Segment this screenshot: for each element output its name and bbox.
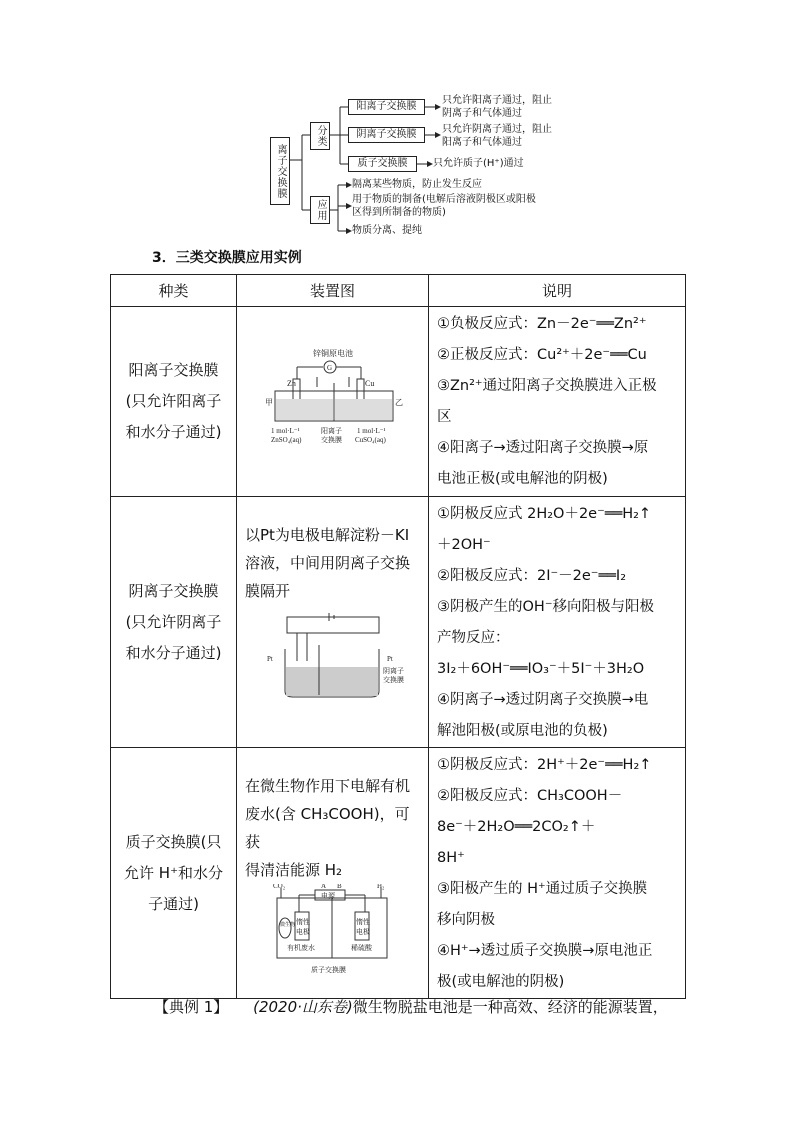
- tree-use-1: 隔离某些物质，防止发生反应: [352, 179, 482, 190]
- type-line: 阳离子交换膜: [128, 361, 219, 379]
- device-cell-cation: [237, 307, 429, 497]
- header-desc: 说明: [429, 275, 686, 307]
- type-line: 和水分子通过): [125, 643, 222, 662]
- desc-line: 8e⁻＋2H₂O══2CO₂↑＋: [437, 819, 596, 835]
- membrane-table: [110, 274, 686, 999]
- tree-box-proton: 质子交换膜: [348, 156, 417, 172]
- desc-line: ③Zn²⁺通过阳离子交换膜进入正极: [437, 378, 657, 394]
- table-row: [111, 748, 686, 999]
- fig-label-top: 锌铜原电池: [313, 349, 353, 358]
- fig-label-left-side: 甲: [265, 398, 273, 407]
- desc-line: 3I₂＋6OH⁻══IO₃⁻＋5I⁻＋3H₂O: [437, 661, 645, 677]
- fig-label-pt-right: Pt: [387, 655, 393, 663]
- device-text-line: 以Pt为电极电解淀粉－KI: [245, 526, 410, 544]
- example-label: 【典例 1】: [154, 998, 229, 1016]
- fig-label-zn: Zn: [287, 379, 296, 388]
- type-cell-cation: [111, 307, 237, 497]
- galvanic-cell-figure: [237, 307, 427, 492]
- type-line: 允许 H⁺和水分: [124, 863, 223, 882]
- type-cell-anion: [111, 497, 237, 748]
- desc-line: 8H⁺: [437, 850, 465, 866]
- type-cell-proton: [111, 748, 237, 999]
- tree-desc-proton: 只允许质子(H⁺)通过: [433, 158, 524, 169]
- fig-label-power: 电源: [321, 892, 335, 900]
- device-text-line: 废水(含 CH₃COOH)，可获: [245, 805, 410, 851]
- fig-label-left-sol: 有机废水: [287, 944, 315, 952]
- example-line: [154, 996, 668, 1017]
- header-type: 种类: [111, 275, 237, 307]
- tree-desc-anion-1: 只允许阴离子通过，阻止: [442, 124, 552, 135]
- device-cell-proton: [237, 748, 429, 999]
- table-row: [111, 307, 686, 497]
- electrolysis-figure: [237, 605, 427, 701]
- table-header-row: [111, 275, 686, 307]
- section-title: 3．三类交换膜应用实例: [152, 250, 302, 266]
- fig-label-microbe: 微生物: [280, 923, 296, 928]
- fig-label-h2: H₂: [377, 884, 385, 890]
- fig-label-a: A: [321, 884, 327, 890]
- header-device: 装置图: [237, 275, 429, 307]
- desc-line: ④阳离子→透过阳离子交换膜→原: [437, 440, 649, 456]
- tree-desc-anion-2: 阳离子和气体通过: [442, 137, 522, 148]
- type-line: 子通过): [148, 894, 199, 913]
- tree-root: 离子交换膜: [270, 137, 290, 205]
- desc-cell-anion: [429, 497, 686, 748]
- tree-use-3: 物质分离、提纯: [352, 225, 422, 236]
- desc-line: ③阳极产生的 H⁺通过质子交换膜: [437, 881, 648, 897]
- fig-label-membrane-2: 交换膜: [321, 436, 342, 444]
- desc-line: 电池正极(或电解池的阴极): [437, 471, 608, 487]
- fig-label-membrane-1: 阳离子: [321, 427, 342, 435]
- tree-desc-cation-1: 只允许阳离子通过，阻止: [442, 95, 552, 106]
- type-line: 和水分子通过): [125, 423, 222, 441]
- table-row: [111, 497, 686, 748]
- desc-cell-cation: [429, 307, 686, 497]
- tree-box-cation: 阳离子交换膜: [348, 99, 425, 115]
- desc-line: ＋2OH⁻: [437, 537, 491, 553]
- device-cell-anion: [237, 497, 429, 748]
- example-text: 微生物脱盐电池是一种高效、经济的能源装置，: [352, 998, 668, 1016]
- desc-line: ④阴离子→透过阴离子交换膜→电: [437, 692, 649, 708]
- desc-line: 移向阴极: [437, 912, 495, 928]
- desc-cell-proton: [429, 748, 686, 999]
- fig-label-cu: Cu: [365, 379, 375, 388]
- fig-label-right-electrode-2: 电极: [356, 928, 370, 936]
- fig-label-membrane: 质子交换膜: [311, 966, 346, 974]
- fig-label-sol-right-2: CuSO₄(aq): [355, 436, 386, 444]
- desc-line: ②正极反应式：Cu²⁺＋2e⁻══Cu: [437, 347, 647, 363]
- desc-line: 极(或电解池的阴极): [437, 974, 565, 990]
- microbial-cell-figure: [237, 884, 427, 979]
- fig-label-left-electrode-2: 电极: [296, 928, 310, 936]
- desc-line: 区: [437, 409, 452, 425]
- fig-label-membrane-2: 交换膜: [383, 676, 404, 684]
- desc-line: ②阳极反应式：2I⁻－2e⁻══I₂: [437, 568, 627, 584]
- fig-label-g: G: [327, 364, 333, 372]
- example-source: (2020·山东卷): [253, 998, 353, 1016]
- tree-desc-cation-2: 阴离子和气体通过: [442, 108, 522, 119]
- fig-label-membrane-1: 阴离子: [383, 667, 404, 675]
- tree-lines: [260, 90, 600, 250]
- type-line: 质子交换膜(只: [125, 832, 222, 851]
- device-text-line: 在微生物作用下电解有机: [245, 777, 411, 795]
- fig-label-b: B: [337, 884, 342, 890]
- device-text-line: 膜隔开: [245, 582, 291, 600]
- desc-line: ①负极反应式：Zn－2e⁻══Zn²⁺: [437, 316, 647, 332]
- tree-use-2b: 区得到所制备的物质): [352, 207, 446, 218]
- fig-label-sol-left-2: ZnSO₄(aq): [271, 436, 302, 444]
- fig-label-right-sol: 稀硫酸: [351, 944, 372, 952]
- desc-line: 产物反应：: [437, 630, 510, 646]
- fig-label-right-electrode-1: 惰性: [356, 918, 370, 926]
- desc-line: ①阴极反应式：2H⁺＋2e⁻══H₂↑: [437, 757, 652, 773]
- desc-line: ②阳极反应式：CH₃COOH－: [437, 788, 623, 804]
- tree-use-2: 用于物质的制备(电解后溶液阴极区或阳极: [352, 194, 536, 205]
- tree-apply: 应用: [310, 196, 330, 224]
- type-line: (只允许阴离子: [125, 612, 222, 631]
- fig-label-left-electrode-1: 惰性: [296, 918, 310, 926]
- desc-line: 解池阳极(或原电池的负极): [437, 723, 608, 739]
- fig-label-sol-left-1: 1 mol·L⁻¹: [271, 427, 300, 435]
- desc-line: ③阴极产生的OH⁻移向阳极与阳极: [437, 599, 654, 615]
- fig-label-pt-left: Pt: [267, 655, 273, 663]
- desc-line: ④H⁺→透过质子交换膜→原电池正: [437, 943, 653, 959]
- type-line: (只允许阳离子: [125, 392, 222, 410]
- device-text-line: 得清洁能源 H₂: [245, 861, 343, 879]
- desc-line: ①阴极反应式 2H₂O＋2e⁻══H₂↑: [437, 506, 652, 522]
- device-text-line: 溶液，中间用阴离子交换: [245, 554, 411, 572]
- type-line: 阴离子交换膜: [128, 581, 219, 600]
- fig-label-sol-right-1: 1 mol·L⁻¹: [357, 427, 386, 435]
- fig-label-right-side: 乙: [395, 398, 403, 407]
- tree-box-anion: 阴离子交换膜: [348, 127, 425, 143]
- tree-classify: 分类: [310, 122, 330, 150]
- fig-label-co2: CO₂: [273, 884, 286, 890]
